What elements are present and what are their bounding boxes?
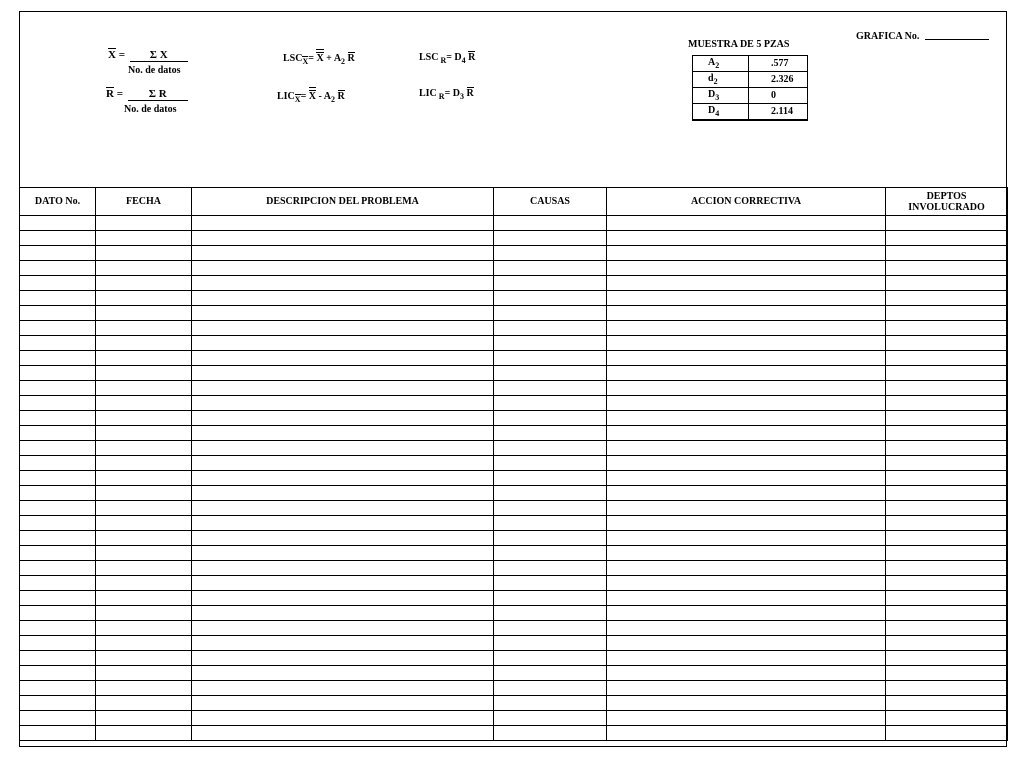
- table-cell[interactable]: [494, 366, 607, 381]
- table-cell[interactable]: [494, 696, 607, 711]
- table-cell[interactable]: [20, 636, 96, 651]
- table-cell[interactable]: [192, 426, 494, 441]
- table-cell[interactable]: [886, 711, 1008, 726]
- rbar-symbol: R: [106, 88, 114, 100]
- table-cell[interactable]: [494, 711, 607, 726]
- table-row: [20, 696, 1008, 711]
- table-cell[interactable]: [886, 336, 1008, 351]
- table-cell[interactable]: [20, 306, 96, 321]
- table-row: [20, 396, 1008, 411]
- table-cell[interactable]: [20, 231, 96, 246]
- table-row: [20, 276, 1008, 291]
- table-cell[interactable]: [494, 651, 607, 666]
- table-cell[interactable]: [886, 531, 1008, 546]
- table-cell[interactable]: [192, 696, 494, 711]
- table-cell[interactable]: [96, 321, 192, 336]
- table-cell[interactable]: [494, 726, 607, 741]
- table-cell[interactable]: [96, 366, 192, 381]
- rbar-denominator: No. de datos: [124, 104, 177, 115]
- table-cell[interactable]: [494, 396, 607, 411]
- table-cell[interactable]: [20, 441, 96, 456]
- table-cell[interactable]: [96, 561, 192, 576]
- table-cell[interactable]: [96, 456, 192, 471]
- table-cell[interactable]: [494, 621, 607, 636]
- table-cell[interactable]: [20, 351, 96, 366]
- table-header-row: [20, 188, 1008, 216]
- table-cell[interactable]: [20, 396, 96, 411]
- table-cell[interactable]: [96, 231, 192, 246]
- table-row: [20, 336, 1008, 351]
- constant-key: $D_4$: [693, 104, 749, 120]
- table-row: [20, 381, 1008, 396]
- table-cell[interactable]: [96, 246, 192, 261]
- table-cell[interactable]: [607, 696, 886, 711]
- table-cell[interactable]: [886, 216, 1008, 231]
- table-cell[interactable]: [96, 516, 192, 531]
- table-cell[interactable]: [20, 246, 96, 261]
- table-row: [20, 246, 1008, 261]
- constant-value: 0: [749, 88, 808, 104]
- table-cell[interactable]: [96, 276, 192, 291]
- table-cell[interactable]: [886, 246, 1008, 261]
- table-cell[interactable]: [96, 336, 192, 351]
- xbar-symbol: X: [108, 49, 116, 61]
- table-row: [20, 546, 1008, 561]
- table-cell[interactable]: [607, 306, 886, 321]
- table-cell[interactable]: [192, 291, 494, 306]
- table-cell[interactable]: [20, 321, 96, 336]
- table-cell[interactable]: [886, 471, 1008, 486]
- table-row: [20, 651, 1008, 666]
- table-cell[interactable]: [20, 681, 96, 696]
- table-cell[interactable]: [20, 381, 96, 396]
- constants-table: [692, 55, 808, 121]
- table-row: [20, 501, 1008, 516]
- table-cell[interactable]: [96, 501, 192, 516]
- constant-row: [693, 88, 808, 104]
- xbar-formula: X = Σ X: [108, 49, 188, 62]
- table-row: [20, 351, 1008, 366]
- table-cell[interactable]: [494, 351, 607, 366]
- constant-key: $D_3$: [693, 88, 749, 104]
- table-cell[interactable]: [886, 261, 1008, 276]
- column-header: DEPTOS INVOLUCRADO: [886, 188, 1008, 216]
- lic-r-formula: LIC $_R= D_3$ R: [419, 88, 474, 101]
- table-cell[interactable]: [192, 276, 494, 291]
- table-row: [20, 231, 1008, 246]
- table-cell[interactable]: [192, 636, 494, 651]
- table-row: [20, 666, 1008, 681]
- table-cell[interactable]: [607, 351, 886, 366]
- table-cell[interactable]: [192, 351, 494, 366]
- table-cell[interactable]: [96, 666, 192, 681]
- lic-r-label: LIC: [419, 88, 437, 99]
- table-cell[interactable]: [20, 471, 96, 486]
- table-row: [20, 216, 1008, 231]
- table-cell[interactable]: [20, 426, 96, 441]
- table-cell[interactable]: [886, 501, 1008, 516]
- table-cell[interactable]: [494, 501, 607, 516]
- table-row: [20, 306, 1008, 321]
- table-row: [20, 456, 1008, 471]
- table-cell[interactable]: [886, 276, 1008, 291]
- table-cell[interactable]: [607, 321, 886, 336]
- table-cell[interactable]: [192, 516, 494, 531]
- table-cell[interactable]: [886, 456, 1008, 471]
- table-cell[interactable]: [96, 621, 192, 636]
- table-cell[interactable]: [20, 411, 96, 426]
- table-cell[interactable]: [494, 426, 607, 441]
- table-row: [20, 681, 1008, 696]
- table-cell[interactable]: [96, 711, 192, 726]
- table-cell[interactable]: [192, 306, 494, 321]
- table-cell[interactable]: [96, 636, 192, 651]
- table-cell[interactable]: [192, 216, 494, 231]
- table-cell[interactable]: [494, 591, 607, 606]
- table-cell[interactable]: [192, 501, 494, 516]
- grafica-number: [856, 31, 989, 42]
- grafica-label: GRAFICA No.: [856, 31, 920, 42]
- table-cell[interactable]: [607, 531, 886, 546]
- table-cell[interactable]: [192, 621, 494, 636]
- table-cell[interactable]: [20, 261, 96, 276]
- muestra-title: MUESTRA DE 5 PZAS: [688, 39, 790, 50]
- table-cell[interactable]: [886, 666, 1008, 681]
- table-cell[interactable]: [886, 576, 1008, 591]
- column-header: DESCRIPCION DEL PROBLEMA: [192, 188, 494, 216]
- table-cell[interactable]: [494, 381, 607, 396]
- table-cell[interactable]: [886, 561, 1008, 576]
- table-row: [20, 411, 1008, 426]
- table-cell[interactable]: [96, 411, 192, 426]
- table-row: [20, 516, 1008, 531]
- table-cell[interactable]: [96, 576, 192, 591]
- table-cell[interactable]: [96, 471, 192, 486]
- table-cell[interactable]: [886, 351, 1008, 366]
- table-cell[interactable]: [607, 276, 886, 291]
- table-cell[interactable]: [607, 396, 886, 411]
- table-row: [20, 486, 1008, 501]
- table-cell[interactable]: [494, 291, 607, 306]
- table-cell[interactable]: [494, 441, 607, 456]
- table-cell[interactable]: [192, 381, 494, 396]
- table-cell[interactable]: [20, 456, 96, 471]
- table-cell[interactable]: [607, 216, 886, 231]
- table-cell[interactable]: [607, 336, 886, 351]
- table-cell[interactable]: [192, 396, 494, 411]
- table-cell[interactable]: [96, 261, 192, 276]
- table-cell[interactable]: [607, 576, 886, 591]
- table-cell[interactable]: [607, 681, 886, 696]
- table-cell[interactable]: [607, 621, 886, 636]
- table-cell[interactable]: [20, 546, 96, 561]
- table-cell[interactable]: [886, 411, 1008, 426]
- table-cell[interactable]: [192, 321, 494, 336]
- table-cell[interactable]: [607, 591, 886, 606]
- column-header: CAUSAS: [494, 188, 607, 216]
- table-row: [20, 591, 1008, 606]
- table-cell[interactable]: [192, 681, 494, 696]
- table-cell[interactable]: [607, 501, 886, 516]
- table-cell[interactable]: [20, 651, 96, 666]
- table-cell[interactable]: [96, 486, 192, 501]
- table-cell[interactable]: [96, 381, 192, 396]
- table-cell[interactable]: [886, 516, 1008, 531]
- table-cell[interactable]: [886, 681, 1008, 696]
- table-cell[interactable]: [607, 426, 886, 441]
- table-cell[interactable]: [886, 306, 1008, 321]
- table-row: [20, 366, 1008, 381]
- table-cell[interactable]: [494, 216, 607, 231]
- lic-x-label: LIC: [277, 91, 295, 102]
- table-cell[interactable]: [886, 651, 1008, 666]
- table-cell[interactable]: [494, 246, 607, 261]
- table-cell[interactable]: [607, 651, 886, 666]
- table-cell[interactable]: [20, 666, 96, 681]
- table-cell[interactable]: [886, 381, 1008, 396]
- table-cell[interactable]: [96, 531, 192, 546]
- constant-key: $d_2$: [693, 72, 749, 88]
- table-cell[interactable]: [607, 546, 886, 561]
- table-cell[interactable]: [192, 546, 494, 561]
- table-row: [20, 441, 1008, 456]
- table-cell[interactable]: [96, 651, 192, 666]
- table-cell[interactable]: [96, 291, 192, 306]
- table-cell[interactable]: [20, 621, 96, 636]
- grafica-number-field[interactable]: [925, 39, 989, 40]
- table-cell[interactable]: [20, 291, 96, 306]
- table-row: [20, 531, 1008, 546]
- table-cell[interactable]: [494, 666, 607, 681]
- table-cell[interactable]: [607, 381, 886, 396]
- table-cell[interactable]: [96, 591, 192, 606]
- table-cell[interactable]: [607, 456, 886, 471]
- table-cell[interactable]: [494, 471, 607, 486]
- constant-row: [693, 72, 808, 88]
- column-header: DATO No.: [20, 188, 96, 216]
- constant-value: 2.114: [749, 104, 808, 120]
- table-cell[interactable]: [607, 411, 886, 426]
- lic-x-formula: $LIC_X= X - A_2$ R: [277, 91, 345, 104]
- table-cell[interactable]: [192, 666, 494, 681]
- table-cell[interactable]: [20, 336, 96, 351]
- table-cell[interactable]: [192, 651, 494, 666]
- table-cell[interactable]: [607, 561, 886, 576]
- table-cell[interactable]: [886, 696, 1008, 711]
- table-cell[interactable]: [886, 426, 1008, 441]
- table-cell[interactable]: [20, 726, 96, 741]
- table-cell[interactable]: [886, 321, 1008, 336]
- table-cell[interactable]: [494, 546, 607, 561]
- table-cell[interactable]: [494, 456, 607, 471]
- table-cell[interactable]: [494, 321, 607, 336]
- table-cell[interactable]: [20, 606, 96, 621]
- table-cell[interactable]: [192, 606, 494, 621]
- table-cell[interactable]: [607, 726, 886, 741]
- table-cell[interactable]: [607, 471, 886, 486]
- table-cell[interactable]: [96, 441, 192, 456]
- table-cell[interactable]: [192, 441, 494, 456]
- table-row: [20, 621, 1008, 636]
- lsc-r-formula: LSC $_R= D_4$ R: [419, 52, 476, 65]
- table-cell[interactable]: [20, 711, 96, 726]
- table-cell[interactable]: [607, 366, 886, 381]
- table-cell[interactable]: [886, 726, 1008, 741]
- lsc-x-label: LSC: [283, 53, 303, 64]
- table-cell[interactable]: [96, 351, 192, 366]
- table-row: [20, 561, 1008, 576]
- rbar-numerator: Σ R: [128, 88, 188, 101]
- table-cell[interactable]: [192, 366, 494, 381]
- table-cell[interactable]: [494, 336, 607, 351]
- table-cell[interactable]: [607, 486, 886, 501]
- table-cell[interactable]: [192, 531, 494, 546]
- xbar-denominator: No. de datos: [128, 65, 181, 76]
- table-cell[interactable]: [886, 546, 1008, 561]
- table-cell[interactable]: [96, 726, 192, 741]
- lsc-x-formula: $LSC_X= X + A_2$ R: [283, 53, 355, 66]
- table-row: [20, 291, 1008, 306]
- constant-row: [693, 56, 808, 72]
- table-cell[interactable]: [192, 576, 494, 591]
- table-cell[interactable]: [96, 606, 192, 621]
- table-cell[interactable]: [886, 606, 1008, 621]
- xbar-numerator: Σ X: [130, 49, 188, 62]
- table-cell[interactable]: [607, 261, 886, 276]
- table-cell[interactable]: [20, 501, 96, 516]
- table-cell[interactable]: [192, 336, 494, 351]
- table-cell[interactable]: [96, 306, 192, 321]
- table-cell[interactable]: [20, 486, 96, 501]
- table-cell[interactable]: [607, 231, 886, 246]
- table-row: [20, 636, 1008, 651]
- table-cell[interactable]: [494, 411, 607, 426]
- table-row: [20, 471, 1008, 486]
- table-cell[interactable]: [886, 366, 1008, 381]
- table-cell[interactable]: [20, 696, 96, 711]
- table-cell[interactable]: [192, 471, 494, 486]
- column-header: ACCION CORRECTIVA: [607, 188, 886, 216]
- table-cell[interactable]: [494, 681, 607, 696]
- table-cell[interactable]: [192, 231, 494, 246]
- table-cell[interactable]: [20, 516, 96, 531]
- table-cell[interactable]: [607, 606, 886, 621]
- rbar-formula: R = Σ R: [106, 88, 188, 101]
- table-cell[interactable]: [96, 546, 192, 561]
- table-cell[interactable]: [607, 711, 886, 726]
- table-cell[interactable]: [20, 531, 96, 546]
- constant-key: $A_2$: [693, 56, 749, 72]
- table-row: [20, 426, 1008, 441]
- table-cell[interactable]: [886, 231, 1008, 246]
- table-cell[interactable]: [192, 246, 494, 261]
- table-cell[interactable]: [607, 636, 886, 651]
- table-cell[interactable]: [20, 366, 96, 381]
- table-cell[interactable]: [96, 681, 192, 696]
- table-row: [20, 321, 1008, 336]
- table-cell[interactable]: [20, 561, 96, 576]
- constant-row: [693, 104, 808, 120]
- table-cell[interactable]: [96, 396, 192, 411]
- problem-log-table: [19, 187, 1008, 741]
- table-cell[interactable]: [20, 576, 96, 591]
- table-cell[interactable]: [192, 711, 494, 726]
- column-header: FECHA: [96, 188, 192, 216]
- table-cell[interactable]: [96, 696, 192, 711]
- table-cell[interactable]: [494, 306, 607, 321]
- table-cell[interactable]: [20, 216, 96, 231]
- table-cell[interactable]: [886, 486, 1008, 501]
- table-cell[interactable]: [96, 216, 192, 231]
- table-cell[interactable]: [494, 231, 607, 246]
- table-row: [20, 261, 1008, 276]
- table-cell[interactable]: [607, 246, 886, 261]
- table-cell[interactable]: [607, 516, 886, 531]
- table-cell[interactable]: [494, 516, 607, 531]
- table-cell[interactable]: [607, 666, 886, 681]
- table-cell[interactable]: [192, 561, 494, 576]
- table-cell[interactable]: [192, 261, 494, 276]
- table-cell[interactable]: [20, 276, 96, 291]
- table-cell[interactable]: [886, 291, 1008, 306]
- table-cell[interactable]: [886, 396, 1008, 411]
- table-cell[interactable]: [192, 726, 494, 741]
- table-cell[interactable]: [494, 606, 607, 621]
- table-row: [20, 576, 1008, 591]
- table-cell[interactable]: [494, 636, 607, 651]
- table-cell[interactable]: [494, 576, 607, 591]
- table-cell[interactable]: [20, 591, 96, 606]
- table-cell[interactable]: [192, 486, 494, 501]
- table-cell[interactable]: [607, 441, 886, 456]
- table-cell[interactable]: [494, 486, 607, 501]
- table-row: [20, 606, 1008, 621]
- table-cell[interactable]: [494, 261, 607, 276]
- table-cell[interactable]: [494, 561, 607, 576]
- lsc-r-label: LSC: [419, 52, 439, 63]
- constant-value: 2.326: [749, 72, 808, 88]
- table-cell[interactable]: [192, 456, 494, 471]
- constant-value: .577: [749, 56, 808, 72]
- table-cell[interactable]: [886, 636, 1008, 651]
- table-cell[interactable]: [96, 426, 192, 441]
- table-cell[interactable]: [886, 621, 1008, 636]
- table-cell[interactable]: [192, 591, 494, 606]
- table-row: [20, 711, 1008, 726]
- table-cell[interactable]: [886, 591, 1008, 606]
- table-row: [20, 726, 1008, 741]
- table-cell[interactable]: [494, 276, 607, 291]
- table-cell[interactable]: [494, 531, 607, 546]
- table-cell[interactable]: [607, 291, 886, 306]
- table-cell[interactable]: [192, 411, 494, 426]
- table-cell[interactable]: [886, 441, 1008, 456]
